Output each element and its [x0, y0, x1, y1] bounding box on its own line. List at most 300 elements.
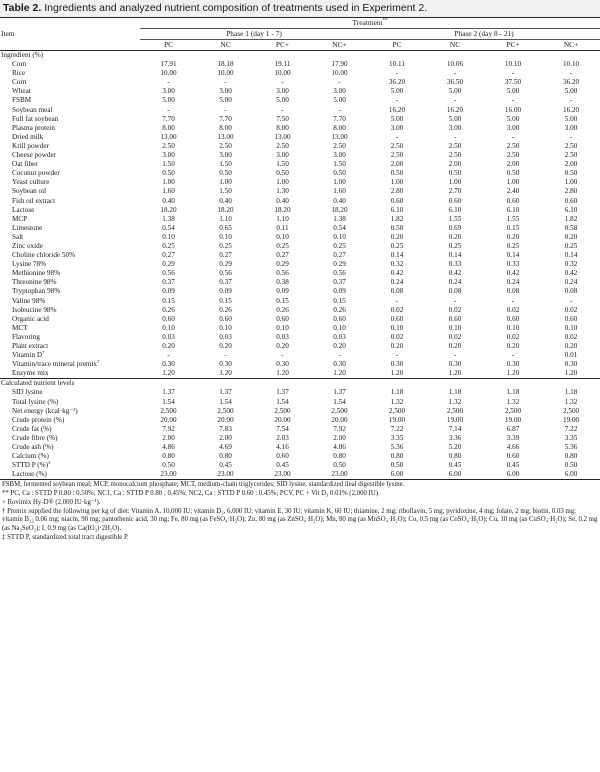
- cell-value: 19.00: [504, 415, 522, 424]
- cell-value: 23.00: [140, 470, 197, 480]
- cell-value: 0.10: [564, 323, 578, 332]
- cell-value: 0.02: [564, 332, 578, 341]
- cell-value: -: [569, 69, 573, 78]
- cell-value: 36.20: [562, 78, 580, 87]
- cell-value: 0.54: [162, 223, 175, 232]
- cell-value: 6.00: [484, 470, 542, 480]
- row-label: Yeast culture: [12, 178, 50, 187]
- cell-value: 0.20: [506, 232, 520, 241]
- cell-value: 5.00: [564, 114, 578, 123]
- cell-value: 0.80: [564, 452, 578, 461]
- cell-value: 0.09: [162, 287, 175, 296]
- cell-value: -: [511, 132, 515, 141]
- cell-value: 0.02: [448, 305, 462, 314]
- cell-value: -: [453, 69, 457, 78]
- cell-value: 0.14: [390, 251, 404, 260]
- cell-value: 2.50: [448, 151, 462, 160]
- cell-value: 3.00: [162, 87, 175, 96]
- cell-value: 2.50: [506, 141, 520, 150]
- row-label: Oat fiber: [12, 160, 38, 169]
- cell-value: -: [453, 96, 457, 105]
- table-row: [0, 133, 600, 142]
- cell-value: 20.00: [331, 415, 348, 424]
- cell-value: 0.60: [564, 314, 578, 323]
- cell-value: 0.50: [564, 461, 578, 470]
- cell-value: 5.00: [448, 87, 462, 96]
- cell-value: 18.20: [217, 205, 234, 214]
- cell-value: -: [338, 105, 341, 114]
- cell-value: 0.02: [448, 332, 462, 341]
- table-row: [0, 342, 600, 351]
- cell-value: 6.10: [506, 205, 520, 214]
- cell-value: 0.50: [162, 461, 175, 470]
- row-label: Valine 98%: [12, 296, 46, 305]
- cell-value: 16.20: [446, 105, 464, 114]
- cell-value: 1.00: [276, 178, 289, 187]
- cell-value: 0.33: [506, 260, 520, 269]
- cell-value: 3.00: [276, 151, 289, 160]
- cell-value: 0.02: [506, 305, 520, 314]
- cell-value: 7.70: [162, 114, 175, 123]
- cell-value: 19.00: [388, 415, 406, 424]
- cell-value: 0.24: [506, 278, 520, 287]
- row-label: Enzyme mix: [12, 369, 49, 378]
- column-header: PC+: [254, 40, 311, 51]
- cell-value: 0.03: [333, 332, 346, 341]
- cell-value: 0.24: [564, 278, 578, 287]
- cell-value: 0.60: [506, 452, 520, 461]
- cell-value: 3.00: [390, 123, 404, 132]
- table-row: [0, 324, 600, 333]
- cell-value: 0.20: [390, 342, 404, 350]
- column-header: PC: [140, 40, 197, 51]
- cell-value: 0.37: [219, 278, 232, 287]
- cell-value: 0.10: [333, 232, 346, 241]
- nutrient-table: [0, 17, 600, 480]
- caption-label: Table 2.: [3, 2, 42, 14]
- table-footnotes: [0, 480, 600, 542]
- table-row: [0, 452, 600, 461]
- cell-value: 1.00: [333, 178, 346, 187]
- row-label: Organic acid: [12, 314, 49, 323]
- cell-value: 5.00: [333, 96, 346, 105]
- cell-value: 5.00: [390, 87, 404, 96]
- cell-value: 2,500: [331, 406, 348, 415]
- cell-value: 0.25: [506, 241, 520, 250]
- table-row: [0, 60, 600, 69]
- cell-value: 8.00: [333, 123, 346, 132]
- cell-value: 0.20: [448, 342, 462, 350]
- cell-value: 10.00: [160, 69, 177, 78]
- table-row: [0, 297, 600, 306]
- cell-value: 1.32: [506, 397, 520, 406]
- footnote-marker: ‡: [48, 461, 51, 466]
- cell-value: 0.50: [276, 169, 289, 178]
- footnote-marker: †: [97, 360, 100, 365]
- row-label: Lactose: [12, 205, 35, 214]
- cell-value: -: [224, 351, 227, 360]
- cell-value: 2.00: [219, 433, 232, 442]
- row-label: Lactose (%): [0, 470, 140, 480]
- cell-value: 0.25: [448, 241, 462, 250]
- cell-value: 0.15: [276, 296, 289, 305]
- cell-value: 0.65: [219, 223, 232, 232]
- cell-value: -: [395, 96, 399, 105]
- cell-value: 0.20: [162, 342, 175, 350]
- cell-value: 10.00: [217, 69, 234, 78]
- cell-value: 1.20: [219, 369, 232, 378]
- cell-value: -: [395, 69, 399, 78]
- footnote: ** PC, Ca : STTD P 0.80 : 0.50%; NC1, Ca : STTD P 0.80 : 0.45%; NC2, Ca : STTD P 0.60 : 0.45%; PCV, PC + Vit D₃ 0.01% (2,000 IU).: [2, 490, 380, 498]
- row-label: Fish oil extract: [12, 196, 56, 205]
- row-label: Methionine 98%: [12, 269, 61, 278]
- cell-value: 0.80: [219, 452, 232, 461]
- cell-value: 1.50: [276, 160, 289, 169]
- cell-value: 18.20: [331, 205, 348, 214]
- cell-value: 6.87: [506, 424, 520, 433]
- cell-value: 5.36: [390, 443, 404, 452]
- cell-value: 3.36: [448, 433, 462, 442]
- cell-value: 13.00: [274, 132, 291, 141]
- cell-value: 0.60: [219, 314, 232, 323]
- cell-value: 1.50: [219, 187, 232, 196]
- cell-value: 5.00: [219, 96, 232, 105]
- cell-value: 1.37: [276, 388, 289, 397]
- cell-value: 0.56: [276, 269, 289, 278]
- cell-value: 0.20: [506, 342, 520, 350]
- table-row: [0, 215, 600, 224]
- row-label: Calcium (%): [12, 452, 49, 461]
- cell-value: 0.25: [333, 241, 346, 250]
- cell-value: 0.30: [276, 360, 289, 369]
- cell-value: 0.42: [448, 269, 462, 278]
- cell-value: -: [338, 78, 341, 87]
- row-label: Full fat soybean: [12, 114, 59, 123]
- table-row: [0, 470, 600, 480]
- table-row: [0, 160, 600, 169]
- cell-value: 3.00: [333, 87, 346, 96]
- row-label: Net energy (kcal·kg⁻¹): [12, 406, 78, 415]
- cell-value: 1.55: [506, 214, 520, 223]
- cell-value: 0.15: [162, 296, 175, 305]
- cell-value: 18.18: [217, 60, 234, 69]
- cell-value: 2.50: [448, 141, 462, 150]
- cell-value: 0.25: [390, 241, 404, 250]
- cell-value: 2,500: [217, 406, 234, 415]
- cell-value: 5.00: [390, 114, 404, 123]
- cell-value: 2.00: [390, 160, 404, 169]
- cell-value: 0.15: [506, 223, 520, 232]
- cell-value: 7.50: [276, 114, 289, 123]
- cell-value: 0.25: [276, 241, 289, 250]
- cell-value: 2.40: [506, 187, 520, 196]
- table-row: [0, 106, 600, 115]
- cell-value: 1.20: [390, 369, 404, 378]
- cell-value: 1.54: [219, 397, 232, 406]
- cell-value: 0.80: [390, 452, 404, 461]
- row-label: Zinc oxide: [12, 241, 43, 250]
- cell-value: 0.27: [276, 251, 289, 260]
- cell-value: 0.08: [390, 287, 404, 296]
- row-label: Soybean meal: [12, 105, 53, 114]
- table-row: [0, 69, 600, 78]
- cell-value: 0.60: [506, 314, 520, 323]
- table-row: [0, 124, 600, 133]
- cell-value: 6.00: [368, 470, 426, 480]
- cell-value: 3.00: [506, 123, 520, 132]
- cell-value: 7.14: [448, 424, 462, 433]
- cell-value: 1.00: [390, 178, 404, 187]
- row-label: SID lysine: [12, 388, 43, 397]
- cell-value: 0.20: [448, 232, 462, 241]
- cell-value: 0.20: [276, 342, 289, 350]
- cell-value: 0.30: [390, 360, 404, 369]
- table-row: [0, 233, 600, 242]
- cell-value: 4.86: [333, 443, 346, 452]
- row-label: STTD P (%)‡: [12, 461, 51, 470]
- table-row: [0, 242, 600, 251]
- cell-value: 0.24: [390, 278, 404, 287]
- cell-value: 2,500: [160, 406, 177, 415]
- table-row: [0, 115, 600, 124]
- cell-value: -: [395, 296, 399, 305]
- cell-value: 1.54: [276, 397, 289, 406]
- cell-value: 0.32: [390, 260, 404, 269]
- cell-value: 0.45: [219, 461, 232, 470]
- phase1-header: Phase 1 (day 1 - 7): [140, 29, 368, 40]
- cell-value: 1.00: [219, 178, 232, 187]
- row-label: Flavoring: [12, 332, 40, 341]
- cell-value: 0.08: [506, 287, 520, 296]
- cell-value: -: [569, 96, 573, 105]
- column-header: NC+: [542, 40, 600, 51]
- table-row: [0, 206, 600, 215]
- cell-value: 1.82: [564, 214, 578, 223]
- cell-value: 1.38: [162, 214, 175, 223]
- cell-value: 2,500: [446, 406, 464, 415]
- cell-value: 0.50: [219, 169, 232, 178]
- cell-value: 18.20: [160, 205, 177, 214]
- table-row: [0, 260, 600, 269]
- cell-value: 1.54: [162, 397, 175, 406]
- cell-value: 2.50: [276, 141, 289, 150]
- cell-value: 0.60: [276, 452, 289, 461]
- cell-value: 2.80: [564, 187, 578, 196]
- cell-value: 1.32: [390, 397, 404, 406]
- cell-value: 5.20: [448, 443, 462, 452]
- cell-value: 0.50: [390, 461, 404, 470]
- cell-value: 0.40: [276, 196, 289, 205]
- footnote: + Rovimix Hy-D® (2,000 IU·kg⁻¹).: [2, 498, 101, 506]
- row-label: Total lysine (%): [12, 397, 59, 406]
- cell-value: -: [167, 105, 170, 114]
- table-row: [0, 224, 600, 233]
- cell-value: 1.20: [506, 369, 520, 378]
- cell-value: 3.35: [390, 433, 404, 442]
- row-label: Soybean oil: [12, 187, 47, 196]
- cell-value: 0.60: [333, 314, 346, 323]
- cell-value: 0.30: [564, 360, 578, 369]
- table-row: [0, 278, 600, 287]
- row-label: Dried milk: [12, 132, 44, 141]
- cell-value: 8.00: [276, 123, 289, 132]
- row-label: Threonine 98%: [12, 278, 57, 287]
- cell-value: 10.11: [389, 60, 405, 69]
- cell-value: 0.25: [162, 241, 175, 250]
- cell-value: 0.50: [333, 461, 346, 470]
- row-label: Lysine 78%: [12, 260, 47, 269]
- cell-value: 5.00: [564, 87, 578, 96]
- cell-value: 1.82: [390, 214, 404, 223]
- row-label: Choline chloride 50%: [12, 251, 76, 260]
- cell-value: 0.56: [162, 269, 175, 278]
- cell-value: 0.29: [219, 260, 232, 269]
- column-header: PC+: [484, 40, 542, 51]
- cell-value: 1.18: [564, 388, 578, 397]
- cell-value: 13.00: [331, 132, 348, 141]
- cell-value: 0.80: [333, 452, 346, 461]
- cell-value: -: [395, 351, 399, 360]
- cell-value: 0.09: [219, 287, 232, 296]
- cell-value: 36.50: [446, 78, 464, 87]
- cell-value: 0.10: [506, 323, 520, 332]
- cell-value: 0.54: [333, 223, 346, 232]
- cell-value: 0.08: [448, 287, 462, 296]
- cell-value: 2.00: [162, 433, 175, 442]
- cell-value: 0.60: [162, 314, 175, 323]
- cell-value: 0.45: [506, 461, 520, 470]
- cell-value: 7.70: [333, 114, 346, 123]
- cell-value: 0.30: [506, 360, 520, 369]
- cell-value: 0.42: [390, 269, 404, 278]
- cell-value: 8.00: [219, 123, 232, 132]
- footnote: ‡ STTD P, standardized total tract digestible P.: [2, 533, 129, 541]
- column-header: NC+: [311, 40, 368, 51]
- cell-value: 1.18: [506, 388, 520, 397]
- cell-value: -: [511, 69, 515, 78]
- cell-value: 17.90: [331, 60, 348, 69]
- cell-value: 3.00: [276, 87, 289, 96]
- section-title: Calculated nutrient levels: [0, 379, 600, 389]
- cell-value: 7.92: [162, 424, 175, 433]
- cell-value: 0.58: [390, 223, 404, 232]
- cell-value: 16.20: [562, 105, 580, 114]
- cell-value: 4.86: [162, 443, 175, 452]
- cell-value: 0.60: [448, 314, 462, 323]
- cell-value: 4.16: [276, 443, 289, 452]
- cell-value: 0.09: [276, 287, 289, 296]
- cell-value: -: [167, 78, 170, 87]
- cell-value: 0.30: [162, 360, 175, 369]
- cell-value: 0.33: [448, 260, 462, 269]
- cell-value: 0.26: [276, 305, 289, 314]
- table-row: [0, 169, 600, 178]
- cell-value: 0.10: [219, 323, 232, 332]
- cell-value: -: [453, 296, 457, 305]
- cell-value: 4.66: [506, 443, 520, 452]
- cell-value: 0.03: [219, 332, 232, 341]
- column-header: NC: [197, 40, 254, 51]
- footnote-marker: +: [42, 351, 45, 356]
- cell-value: -: [281, 351, 284, 360]
- cell-value: 1.20: [333, 369, 346, 378]
- cell-value: -: [453, 132, 457, 141]
- cell-value: -: [224, 78, 227, 87]
- cell-value: 0.10: [390, 323, 404, 332]
- cell-value: 6.10: [564, 205, 578, 214]
- cell-value: 0.26: [333, 305, 346, 314]
- table-row: [0, 425, 600, 434]
- cell-value: 0.29: [276, 260, 289, 269]
- cell-value: 1.50: [219, 160, 232, 169]
- cell-value: 0.60: [448, 196, 462, 205]
- cell-value: 2.50: [564, 151, 578, 160]
- cell-value: 0.60: [276, 314, 289, 323]
- cell-value: 0.20: [219, 342, 232, 350]
- cell-value: 5.00: [162, 96, 175, 105]
- cell-value: 0.40: [162, 196, 175, 205]
- cell-value: 0.15: [219, 296, 232, 305]
- cell-value: 2.03: [276, 433, 289, 442]
- cell-value: 1.10: [219, 214, 232, 223]
- cell-value: 0.50: [448, 169, 462, 178]
- cell-value: 1.00: [506, 178, 520, 187]
- cell-value: 36.20: [388, 78, 406, 87]
- cell-value: 6.10: [448, 205, 462, 214]
- cell-value: -: [281, 78, 284, 87]
- row-label: Plant extract: [12, 342, 49, 350]
- cell-value: 0.10: [162, 323, 175, 332]
- table-row: [0, 251, 600, 260]
- cell-value: 0.08: [564, 287, 578, 296]
- cell-value: 5.00: [506, 87, 520, 96]
- cell-value: -: [281, 105, 284, 114]
- cell-value: 2.50: [162, 141, 175, 150]
- cell-value: 2.50: [390, 151, 404, 160]
- cell-value: 0.30: [219, 360, 232, 369]
- column-header: PC: [368, 40, 426, 51]
- cell-value: 2.50: [564, 141, 578, 150]
- cell-value: 1.60: [333, 187, 346, 196]
- cell-value: 23.00: [311, 470, 368, 480]
- cell-value: 0.02: [390, 305, 404, 314]
- table-row: [0, 443, 600, 452]
- cell-value: 2.50: [390, 141, 404, 150]
- cell-value: 6.00: [426, 470, 484, 480]
- cell-value: 0.50: [564, 169, 578, 178]
- cell-value: 0.40: [333, 196, 346, 205]
- cell-value: 0.15: [333, 296, 346, 305]
- cell-value: 10.00: [331, 69, 348, 78]
- table-row: [0, 388, 600, 397]
- cell-value: 23.00: [254, 470, 311, 480]
- row-label: Rice: [12, 69, 26, 78]
- cell-value: 0.40: [219, 196, 232, 205]
- table-row: [0, 407, 600, 416]
- cell-value: 1.20: [276, 369, 289, 378]
- row-label: Crude protein (%): [12, 415, 65, 424]
- item-header: Item: [0, 18, 140, 51]
- row-label: Crude fibre (%): [12, 433, 58, 442]
- table-row: [0, 416, 600, 425]
- cell-value: 17.91: [160, 60, 177, 69]
- cell-value: 0.56: [333, 269, 346, 278]
- cell-value: 0.42: [506, 269, 520, 278]
- cell-value: -: [224, 105, 227, 114]
- cell-value: 5.00: [506, 114, 520, 123]
- table-row: [0, 197, 600, 206]
- table-row: [0, 398, 600, 407]
